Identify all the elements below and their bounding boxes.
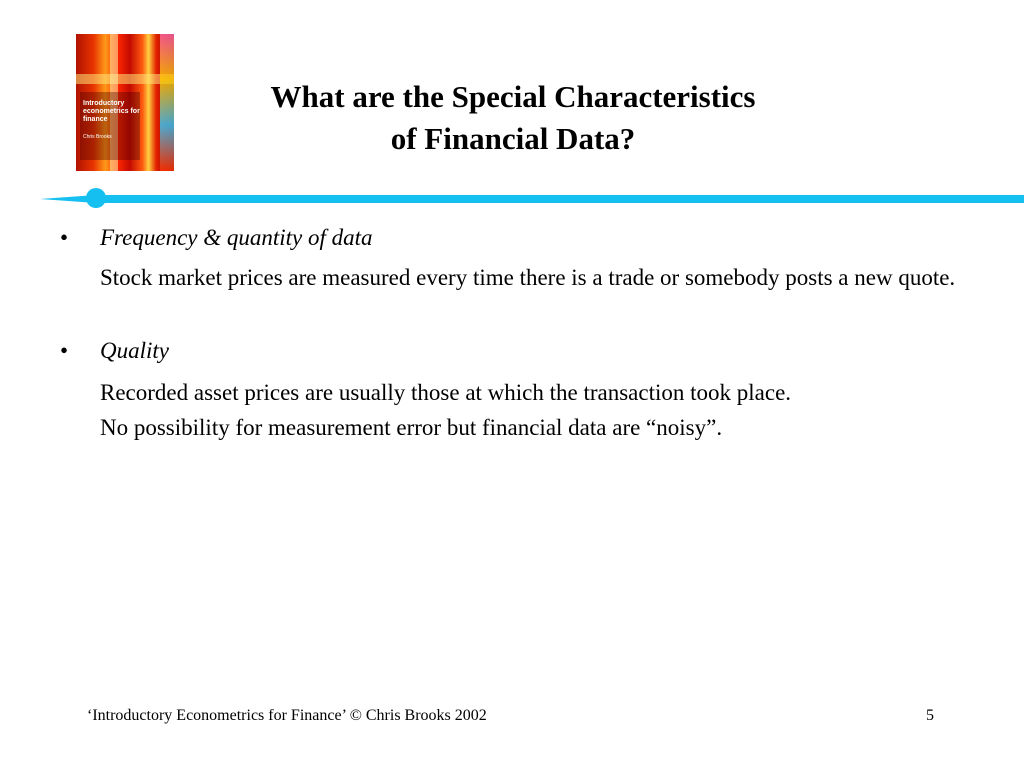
slide-title [200, 76, 826, 160]
footer-copyright: ‘Introductory Econometrics for Finance’ © Chris Brooks 2002 [87, 707, 487, 724]
bullet-marker: • [60, 338, 69, 363]
slide-title-line1: What are the Special Characteristics [270, 79, 756, 114]
section-heading: Frequency & quantity of data [100, 225, 373, 250]
bullet-marker: • [60, 225, 69, 250]
bullet-section [60, 335, 958, 445]
section-heading: Quality [100, 338, 169, 363]
divider-dot [86, 188, 106, 208]
section-text: Stock market prices are measured every time there is a trade or somebody posts a new quote. [100, 265, 956, 290]
section-text-line: Recorded asset prices are usually those at which the transaction took place. [100, 380, 792, 405]
title-divider [40, 188, 1024, 210]
section-text-line: No possibility for measurement error but financial data are “noisy”. [100, 415, 723, 440]
divider-bar [94, 195, 1024, 203]
cover-author: Chris Brooks [83, 134, 112, 140]
cover-title: Introductory econometrics for finance [83, 100, 140, 123]
slide-title-line2: of Financial Data? [390, 121, 636, 156]
page-number: 5 [926, 707, 934, 724]
bullet-section [60, 222, 958, 295]
cover-stripe [160, 34, 174, 171]
book-cover-image [76, 34, 174, 171]
section-text [100, 375, 958, 445]
slide-body [60, 222, 958, 445]
